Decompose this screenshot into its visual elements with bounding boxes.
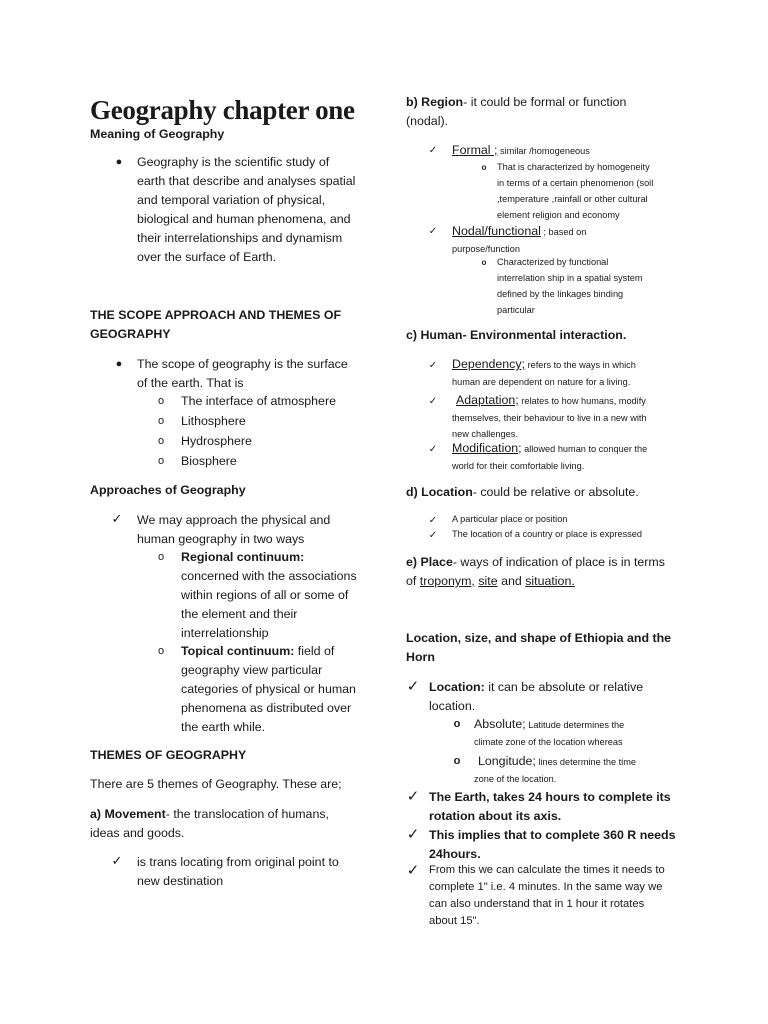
circle-bullet-icon: o [157,435,165,447]
approaches-check-text: We may approach the physical and human geography in two ways [137,513,331,546]
scope-item: The interface of atmosphere [181,394,336,408]
circle-bullet-icon: o [157,455,165,467]
circle-bullet-icon: o [481,258,487,267]
movement-check-text: is trans locating from original point to new destination [137,855,339,888]
earth-check: The Earth, takes 24 hours to complete its rotation about its axis. [429,790,671,823]
checkmark-icon: ✓ [111,512,123,527]
nodal-sub-text: Characterized by functional interrelation ship in a spatial system defined by the linkages binding particular [497,257,643,315]
formal-region: Formal ; similar /homogeneous [452,143,590,157]
checkmark-icon: ✓ [406,825,420,843]
region-theme: b) Region- it could be formal or function (nodal). [406,95,627,128]
checkmark-icon: ✓ [428,515,438,526]
regional-continuum: Regional continuum: concerned with the associations within regions of all or some of the element and their interrelationship [181,550,357,640]
formal-sub-text: That is characterized by homogeneity in terms of a certain phenomenon (soil ,temperature ,rainfall or other cultural element religion and economy [497,162,654,220]
nodal-region: Nodal/functional ; based on purpose/function [452,224,587,254]
topical-continuum: Topical continuum: field of geography view particular categories of physical or human phenomena as distributed over the earth while. [181,644,356,734]
movement-theme: a) Movement- the translocation of humans, ideas and goods. [90,807,329,840]
checkmark-icon: ✓ [406,787,420,805]
circle-bullet-icon: o [453,755,461,767]
circle-bullet-icon: o [453,718,461,730]
adaptation-item: Adaptation; relates to how humans, modify themselves, their behaviour to live in a new with new challenges. [452,393,647,439]
bullet-icon: ● [115,156,123,168]
modification-item: Modification; allowed human to conquer the world for their comfortable living. [452,441,648,471]
location-item: Location: it can be absolute or relative location. [429,680,644,713]
checkmark-icon: ✓ [428,530,438,541]
checkmark-icon: ✓ [428,444,438,455]
scope-item: Lithosphere [181,414,246,428]
meaning-bullet-text: Geography is the scientific study of earth that describe and analyses spatial and temporal variation of physical, biological and human phenomena, and their interrelationships and dynamism over the surface of Earth. [137,155,356,264]
place-theme: e) Place- ways of indication of place is in terms of troponym, site and situation. [406,555,665,588]
ethiopia-heading: Location, size, and shape of Ethiopia and the Horn [406,631,672,664]
circle-bullet-icon: o [157,415,165,427]
circle-bullet-icon: o [157,395,165,407]
location-check: The location of a country or place is expressed [452,529,642,539]
themes-intro: There are 5 themes of Geography. These are; [90,777,342,791]
checkmark-icon: ✓ [428,226,438,237]
page-title: Geography chapter one [90,95,355,125]
calc-check: From this we can calculate the times it needs to complete 1" i.e. 4 minutes. In the same way we can also understand that in 1 hour it rotates about 15". [429,864,665,927]
dependency-item: Dependency; refers to the ways in which human are dependent on nature for a living. [452,357,636,387]
scope-item: Biosphere [181,454,237,468]
scope-bullet-text: The scope of geography is the surface of the earth. That is [137,357,348,390]
circle-bullet-icon: o [157,551,165,563]
approaches-heading: Approaches of Geography [90,483,246,497]
checkmark-icon: ✓ [111,854,123,869]
location-theme: d) Location- could be relative or absolute. [406,485,639,499]
checkmark-icon: ✓ [406,861,420,879]
location-check: A particular place or position [452,514,568,524]
implies-check: This implies that to complete 360 R needs 24hours. [429,828,676,861]
absolute-item: Absolute; Latitude determines the climate zone of the location whereas [474,717,625,747]
checkmark-icon: ✓ [428,145,438,156]
circle-bullet-icon: o [157,645,165,657]
longitude-item: Longitude; lines determine the time zone of the location. [474,754,636,784]
human-environment-heading: c) Human- Environmental interaction. [406,328,627,342]
checkmark-icon: ✓ [428,360,438,371]
checkmark-icon: ✓ [428,396,438,407]
meaning-heading: Meaning of Geography [90,127,225,141]
themes-heading: THEMES OF GEOGRAPHY [90,748,247,762]
scope-item: Hydrosphere [181,434,252,448]
scope-heading: THE SCOPE APPROACH AND THEMES OF GEOGRAPHY [90,308,342,341]
circle-bullet-icon: o [481,163,487,172]
checkmark-icon: ✓ [406,677,420,695]
bullet-icon: ● [115,358,123,370]
